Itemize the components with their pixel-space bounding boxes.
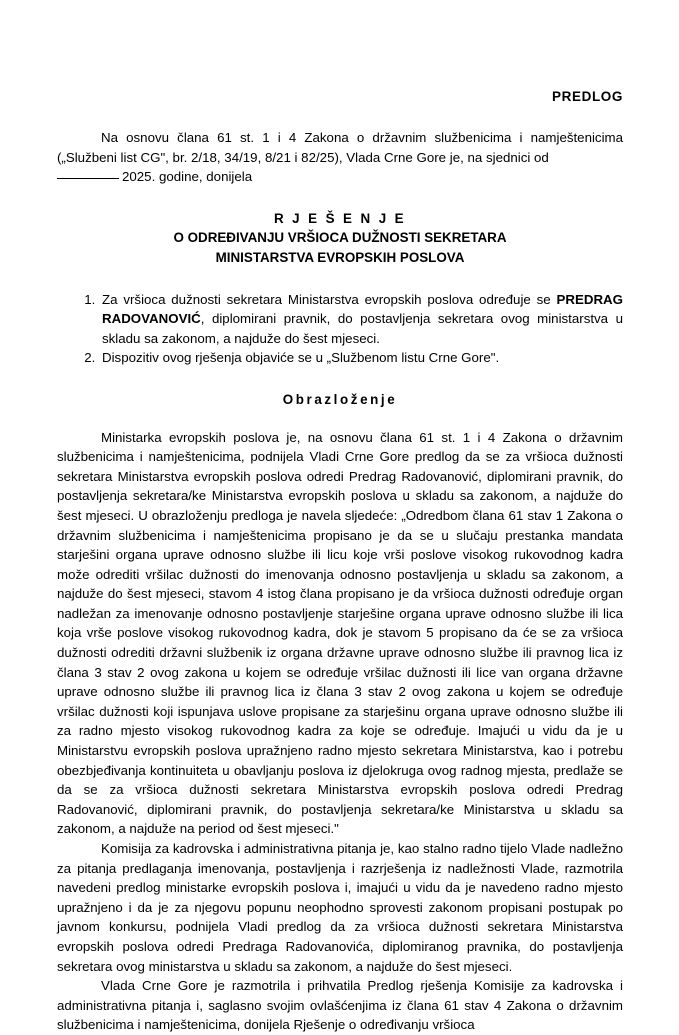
explanation-paragraph-1: Ministarka evropskih poslova je, na osnovu člana 61 st. 1 i 4 Zakona o državnim službenicima i namještenicima, podnijela Vladi Crne Gore predlog da se za vršioca dužnosti sekretara Ministarstva evropskih poslova odredi Predrag Radovanović, diplomirani pravnik, do postavljenja sekretara/ke Ministarstva evropskih poslova u skladu sa zakonom, a najduže do šest mjeseci. U obrazloženju predloga je navela sljedeće: „Odredbom člana 61 stav 1 Zakona o državnim službenicima i namještenicima propisano je da se u slučaju prestanka mandata starješini organa uprave odnosno službe ili licu koje vrši poslove visokog rukovodnog kadra može odrediti vršilac dužnosti do imenovanja odnosno postavljenja u skladu sa zakonom, a najduže do šest mjeseci, stavom 4 istog člana propisano je da vršioca dužnosti određuje organ nadležan za imenovanje odnosno postavljenje starješine organa uprave odnosno službe ili lica koja vrše poslove visokog rukovodnog kadra, dok je stavom 5 propisano da će se za vršioca dužnosti odrediti državni službenik iz organa državne uprave odnosno službe ili pravnog lica iz člana 3 stav 2 ovog zakona u kojem se određuje vršilac dužnosti ili lice van organa državne uprave odnosno službe ili pravnog lica iz člana 3 stav 2 ovog zakona u kojem se određuje vršilac dužnosti koji ispunjava uslove propisane za starješinu organa uprave odnosno službe ili za radno mjesto visokog rukovodnog kadra za koje se određuje. Imajući u vidu da je u Ministarstvu evropskih poslova upražnjeno radno mjesto sekretara Ministarstva, kao i potrebu obezbjeđivanja kontinuiteta u obavljanju poslova iz djelokruga ovog radnog mjesta, predlaže se da se za vršioca dužnosti sekretara Ministarstva evropskih poslova odredi Predrag Radovanović, diplomirani pravnik, do postavljenja sekretara/ke Ministarstva u skladu sa zakonom, a najduže na period od šest mjeseci." [57,429,623,837]
explanation-paragraph-3: Vlada Crne Gore je razmotrila i prihvatila Predlog rješenja Komisije za kadrovska i administrativna pitanja i, saglasno svojim ovlašćenjima iz člana 61 stav 4 Zakona o državnim službenicima i namještenicima, donijela Rješenje o određivanju vršioca [57,978,623,1033]
resolution-title-line-2: O ODREĐIVANJU VRŠIOCA DUŽNOSTI SEKRETARA [173,230,507,246]
list-item [99,348,623,368]
appointee-name: PREDRAG RADOVANOVIĆ [102,291,623,327]
explanation-paragraph-2: Komisija za kadrovska i administrativna pitanja je, kao stalno radno tijelo Vlade nadležno za pitanja predlaganja imenovanja, postavljenja i razrješenja iz nadležnosti Vlade, razmotrila navedeni predlog ministarke evropskih poslova i, imajući u vidu da je navedeno radno mjesto upražnjeno i da je za njegovu popunu neophodno sprovesti zakonom propisani postupak po javnom konkursu, podnijela Vladi predlog da za vršioca dužnosti sekretara Ministarstva evropskih poslova odredi Predraga Radovanovića, diplomiranog pravnika, do postavljenja sekretara ovog ministarstva u skladu sa zakonom, a najduže do šest mjeseci. [57,841,623,974]
resolution-title-line-3: MINISTARSTVA EVROPSKIH POSLOVA [215,249,465,265]
predlog-header-row [57,0,623,106]
explanation-heading-wrap [57,390,623,410]
legal-basis-text-before-blank: Na osnovu člana 61 st. 1 i 4 Zakona o državnim službenicima i namještenicima („Službeni list CG", br. 2/18, 34/19, 8/21 i 82/25), Vlada Crne Gore je, na sjednici od [57,130,623,165]
dispositive-list [57,290,623,368]
explanation-heading: Obrazloženje [282,391,398,407]
dispositive-item-lead: Dispozitiv ovog rješenja objaviće se u „Službenom listu Crne Gore". [102,350,500,366]
resolution-title-line-1: R J E Š E N J E [273,210,406,226]
dispositive-item-lead: Za vršioca dužnosti sekretara Ministarstva evropskih poslova određuje se [102,291,557,307]
predlog-label: PREDLOG [552,89,623,104]
date-blank-field[interactable] [57,178,119,179]
list-item [99,290,623,349]
legal-basis-text-after-blank: 2025. godine, donijela [122,169,253,185]
document-content [57,0,623,1035]
resolution-title-block [57,209,623,268]
dispositive-item-tail: , diplomirani pravnik, do postavljenja sekretara ovog ministarstva u skladu sa zakonom, a najduže do šest mjeseci. [102,311,623,346]
legal-basis-paragraph [57,128,623,187]
